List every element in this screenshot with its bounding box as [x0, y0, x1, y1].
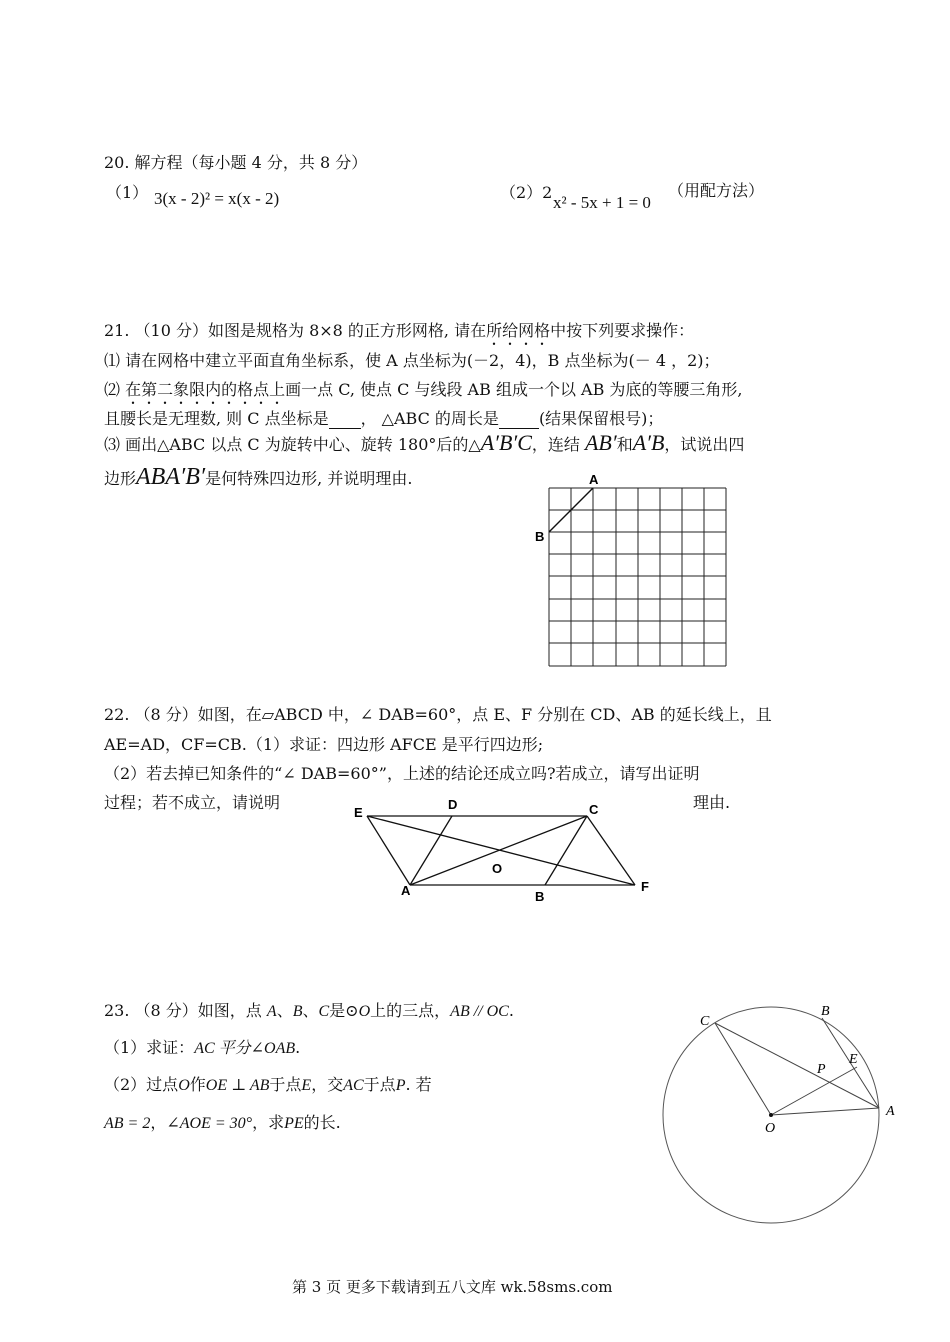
q22-line4b: 理由. — [693, 793, 731, 812]
q21-line5: ⑶ 画出△ABC 以点 C 为旋转中心、旋转 180°后的△A′B′C，连结 AB′和A′B，试说出四 — [104, 430, 745, 455]
q20-part1-label: （1） — [106, 183, 149, 202]
q20-part1-equation: 3(x - 2)² = x(x - 2) — [154, 189, 280, 208]
fig23-label-e: E — [849, 1052, 858, 1067]
fig23-label-b: B — [821, 1004, 830, 1019]
fig22-label-a: A — [401, 883, 411, 898]
q20-title: 20. 解方程（每小题 4 分，共 8 分） — [104, 153, 368, 172]
q21-line1: 21. （10 分）如图是规格为 8×8 的正方形网格, 请在所给网格中按下列要求操作： — [104, 321, 695, 340]
q23-line4: AB = 2，∠AOE = 30°，求PE的长. — [104, 1113, 341, 1132]
page-footer: 第 3 页 更多下载请到五八文库 wk.58sms.com — [292, 1278, 613, 1296]
fig22-label-b: B — [535, 889, 545, 904]
q22-line3: （2）若去掉已知条件的“∠ DAB=60°”，上述的结论还成立吗?若成立，请写出证明 — [104, 764, 700, 783]
q23-line1: 23. （8 分）如图，点 A、B、C是⊙O上的三点，AB // OC. — [104, 1001, 514, 1020]
fig23-label-o: O — [765, 1121, 776, 1136]
q22-line2: AE=AD，CF=CB.（1）求证：四边形 AFCE 是平行四边形; — [104, 735, 544, 754]
fig22-label-e: E — [354, 805, 363, 820]
fig22-label-c: C — [589, 802, 599, 817]
q21-line2: ⑴ 请在网格中建立平面直角坐标系，使 A 点坐标为(－2，4)，B 点坐标为(－ 4 ，2)； — [104, 351, 720, 370]
q20-part2-label: （2）2 — [500, 183, 553, 202]
q22-line1: 22. （8 分）如图，在▱ABCD 中，∠ DAB=60°，点 E、F 分别在 CD、AB 的延长线上，且 — [104, 705, 772, 724]
grid-label-b: B — [535, 529, 545, 544]
q21-line4: 且腰长是无理数, 则 C 点坐标是 ， △ABC 的周长是 (结果保留根号)； — [104, 409, 664, 428]
answer-blank-c-coord[interactable] — [329, 409, 361, 429]
q23-line3: （2）过点O作OE ⊥ AB于点E，交AC于点P. 若 — [104, 1075, 432, 1094]
fig23-label-a: A — [886, 1104, 895, 1119]
q23-line2: （1）求证：AC 平分∠OAB. — [104, 1038, 301, 1057]
q22-line4a: 过程；若不成立，请说明 — [104, 793, 281, 812]
fig23-label-p: P — [817, 1062, 826, 1077]
fig23-label-c: C — [700, 1014, 710, 1029]
fig22-label-f: F — [641, 879, 649, 894]
fig22-label-d: D — [448, 797, 458, 812]
q21-line3: ⑵ 在第二象限内的格点上画一点 C, 使点 C 与线段 AB 组成一个以 AB 为底的等腰三角形, — [104, 380, 743, 399]
q22-parallelogram-figure — [350, 792, 660, 907]
q23-circle-figure — [655, 995, 905, 1240]
grid-label-a: A — [589, 472, 599, 487]
q20-part2-equation: x² - 5x + 1 = 0 — [553, 193, 651, 212]
q20-part2-note: （用配方法） — [668, 181, 765, 200]
answer-blank-perimeter[interactable] — [499, 409, 539, 429]
q21-line6: 边形ABA′B′是何特殊四边形, 并说明理由. — [104, 464, 413, 490]
fig22-label-o: O — [492, 861, 503, 876]
q21-grid-figure — [528, 470, 733, 672]
